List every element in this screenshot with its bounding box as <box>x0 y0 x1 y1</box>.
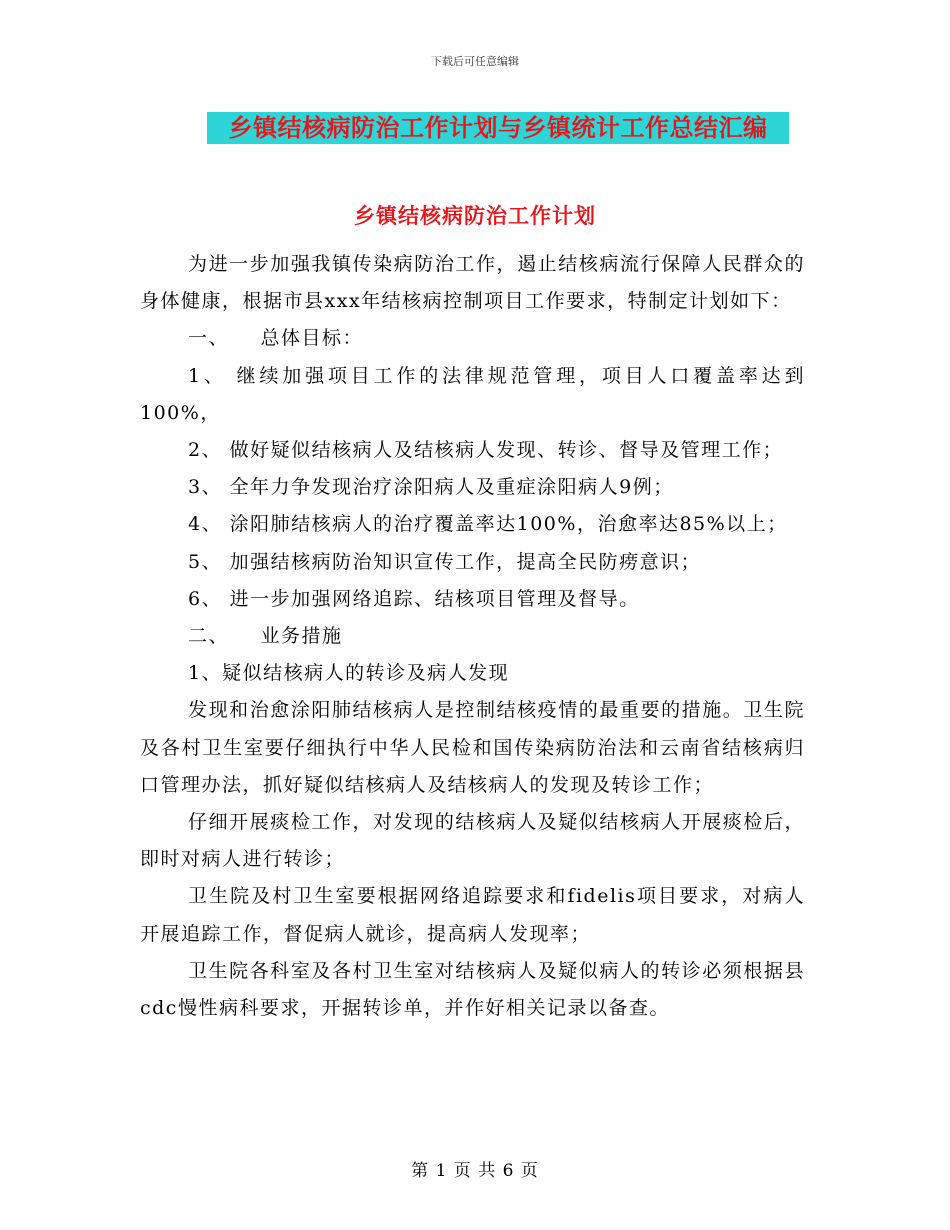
goal-item-6: 6、 进一步加强网络追踪、结核项目管理及督导。 <box>188 587 640 610</box>
subsection-heading: 1、疑似结核病人的转诊及病人发现 <box>188 662 510 685</box>
main-title: 乡镇结核病防治工作计划与乡镇统计工作总结汇编 <box>207 112 789 144</box>
header-note: 下载后可任意编辑 <box>431 55 519 68</box>
paragraph-sputum-test: 仔细开展痰检工作，对发现的结核病人及疑似结核病人开展痰检后，即时对病人进行转诊； <box>140 811 805 871</box>
main-title-container <box>207 112 789 144</box>
document-body <box>140 246 805 1027</box>
goal-item-3: 3、 全年力争发现治疗涂阳病人及重症涂阳病人9例； <box>188 476 674 499</box>
goal-item-2: 2、 做好疑似结核病人及结核病人发现、转诊、督导及管理工作； <box>188 439 784 462</box>
goal-item-5: 5、 加强结核病防治知识宣传工作，提高全民防痨意识； <box>188 550 702 573</box>
page-indicator: 第 1 页 共 6 页 <box>411 1161 539 1181</box>
goal-item-4: 4、 涂阳肺结核病人的治疗覆盖率达100%，治愈率达85%以上； <box>188 513 788 536</box>
section-heading-goals: 一、 总体目标： <box>188 327 364 350</box>
section-heading-measures: 二、 业务措施 <box>188 625 343 648</box>
goal-item-1: 1、 继续加强项目工作的法律规范管理，项目人口覆盖率达到100%， <box>140 364 805 424</box>
paragraph-discovery: 发现和治愈涂阳肺结核病人是控制结核疫情的最重要的措施。卫生院及各村卫生室要仔细执行中华人民检和国传染病防治法和云南省结核病归口管理办法，抓好疑似结核病人及结核病人的发现及转诊工作； <box>140 699 805 796</box>
paragraph-referral: 卫生院各科室及各村卫生室对结核病人及疑似病人的转诊必须根据县cdc慢性病科要求，开据转诊单，并作好相关记录以备查。 <box>140 959 805 1020</box>
sub-title: 乡镇结核病防治工作计划 <box>354 203 596 228</box>
paragraph-intro: 为进一步加强我镇传染病防治工作，遏止结核病流行保障人民群众的身体健康，根据市县xxx年结核病控制项目工作要求，特制定计划如下： <box>140 253 805 313</box>
paragraph-tracking: 卫生院及村卫生室要根据网络追踪要求和fidelis项目要求，对病人开展追踪工作，督促病人就诊，提高病人发现率； <box>140 885 805 945</box>
